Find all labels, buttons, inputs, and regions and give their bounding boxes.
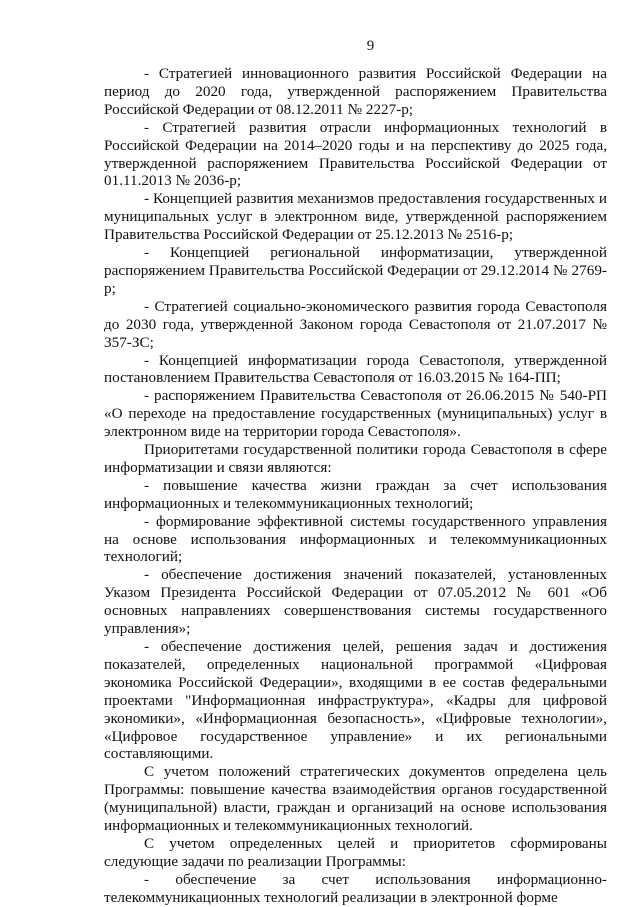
paragraph-regional-informatization: - Концепцией региональной информатизации, утвержденной распоряжением Правительства Российской Федерации от 29.12.2014 № 2769-р; [104,244,607,297]
paragraph-task-electronic-form: - обеспечение за счет использования информационно-телекоммуникационных технологий реализации в электронной форме [104,870,607,906]
paragraph-it-strategy: - Стратегией развития отрасли информационных технологий в Российской Федерации на 2014–2020 годы и на перспективу до 2025 года, утвержденной распоряжением Правительства Российской Федерации от 01.11.2013 № 2036-р; [104,118,607,190]
paragraph-innovation-strategy: - Стратегией инновационного развития Российской Федерации на период до 2020 года, утвержденной распоряжением Правительства Российской Федерации от 08.12.2011 № 2227-р; [104,65,607,118]
paragraph-sevastopol-order: - распоряжением Правительства Севастополя от 26.06.2015 № 540-РП «О переходе на предоставление государственных (муниципальных) услуг в электронном виде на территории города Севастополя». [104,387,607,441]
paragraph-e-services-concept: - Концепцией развития механизмов предоставления государственных и муниципальных услуг в электронном виде, утвержденной распоряжением Правительства Российской Федерации от 25.12.2013 № 2516-р; [104,190,607,244]
paragraph-priorities-intro: Приоритетами государственной политики города Севастополя в сфере информатизации и связи являются: [104,441,607,476]
paragraph-tasks-intro: С учетом определенных целей и приоритетов сформированы следующие задачи по реализации Программы: [104,834,607,870]
paragraph-priority-digital-economy: - обеспечение достижения целей, решения задач и достижения показателей, определенных национальной программой «Цифровая экономика Российской Федерации», входящими в ее состав федеральными проектами "Информационная инфраструктура», «Кадры для цифровой экономики», «Информационная безопасность», «Цифровые технологии», «Цифровое государственное управление» и их региональными составляющими. [104,638,607,763]
paragraph-sevastopol-concept: - Концепцией информатизации города Севастополя, утвержденной постановлением Правительства Севастополя от 16.03.2015 № 164-ПП; [104,351,607,387]
paragraph-priority-governance: - формирование эффективной системы государственного управления на основе использования информационных и телекоммуникационных технологий; [104,512,607,566]
page-number: 9 [366,38,375,54]
paragraph-program-goal: С учетом положений стратегических документов определена цель Программы: повышение качества взаимодействия органов государственной (муниципальной) власти, граждан и организаций на основе использования информационных и телекоммуникационных технологий. [104,763,607,835]
paragraph-priority-quality-of-life: - повышение качества жизни граждан за счет использования информационных и телекоммуникационных технологий; [104,476,607,512]
paragraph-sevastopol-strategy: - Стратегией социально-экономического развития города Севастополя до 2030 года, утвержденной Законом города Севастополя от 21.07.2017 № 357-ЗС; [104,297,607,351]
paragraph-priority-indicators: - обеспечение достижения значений показателей, установленных Указом Президента Российской Федерации от 07.05.2012 № 601 «Об основных направлениях совершенствования системы государственного управления»; [104,566,607,638]
